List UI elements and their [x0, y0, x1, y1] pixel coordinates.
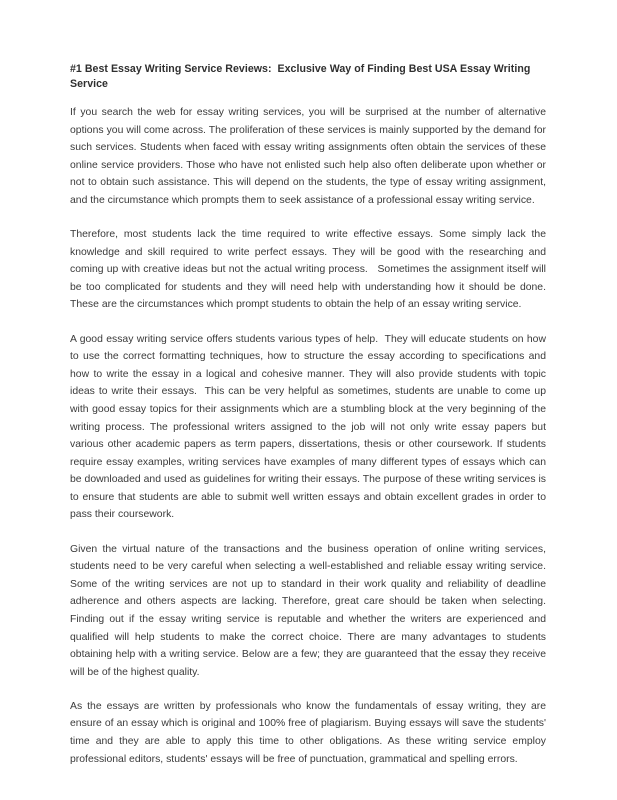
document-title: #1 Best Essay Writing Service Reviews: Exclusive Way of Finding Best USA Essay Writing Service	[70, 63, 534, 90]
body-paragraph: A good essay writing service offers students various types of help. They will educate students on how to use the correct formatting techniques, how to structure the essay according to specifications and how to write the essay in a logical and cohesive manner. They will also provide students with topic ideas to write their essays. This can be very helpful as sometimes, students are unable to come up with good essay topics for their assignments which are a stumbling block at the very beginning of the writing process. The professional writers assigned to the job will not only write essay papers but various other academic papers as term papers, dissertations, thesis or other coursework. If students require essay examples, writing services have examples of many different types of essays which can be downloaded and used as guidelines for writing their essays. The purpose of these writing services is to ensure that students are able to submit well written essays and obtain excellent grades in order to pass their coursework.	[70, 333, 549, 521]
document-body	[70, 62, 549, 768]
body-paragraph: If you search the web for essay writing services, you will be surprised at the number of alternative options you will come across. The proliferation of these services is mainly supported by the demand for such services. Students when faced with essay writing assignments often obtain the services of these online service providers. Those who have not enlisted such help also often deliberate upon whether or not to obtain such assistance. This will depend on the students, the type of essay writing assignment, and the circumstance which prompts them to seek assistance of a professional essay writing service.	[70, 107, 549, 206]
body-paragraph: Therefore, most students lack the time required to write effective essays. Some simply lack the knowledge and skill required to write perfect essays. They will be good with the researching and coming up with creative ideas but not the actual writing process. Sometimes the assignment itself will be too complicated for students and they will need help with understanding how it should be done. These are the circumstances which prompt students to obtain the help of an essay writing service.	[70, 229, 549, 311]
body-paragraph: Given the virtual nature of the transactions and the business operation of online writing services, students need to be very careful when selecting a well-established and reliable essay writing service. Some of the writing services are not up to standard in their work quality and reliability of deadline adherence and others aspects are lacking. Therefore, great care should be taken when selecting. Finding out if the essay writing service is reputable and whether the writers are experienced and qualified will help students to make the correct choice. There are many advantages to students obtaining help with a writing service. Below are a few; they are guaranteed that the essay they receive will be of the highest quality.	[70, 543, 549, 678]
body-paragraph: As the essays are written by professionals who know the fundamentals of essay writing, they are ensure of an essay which is original and 100% free of plagiarism. Buying essays will save the students' time and they are able to apply this time to other obligations. As these writing service employ professional editors, students' essays will be free of punctuation, grammatical and spelling errors.	[70, 700, 549, 765]
